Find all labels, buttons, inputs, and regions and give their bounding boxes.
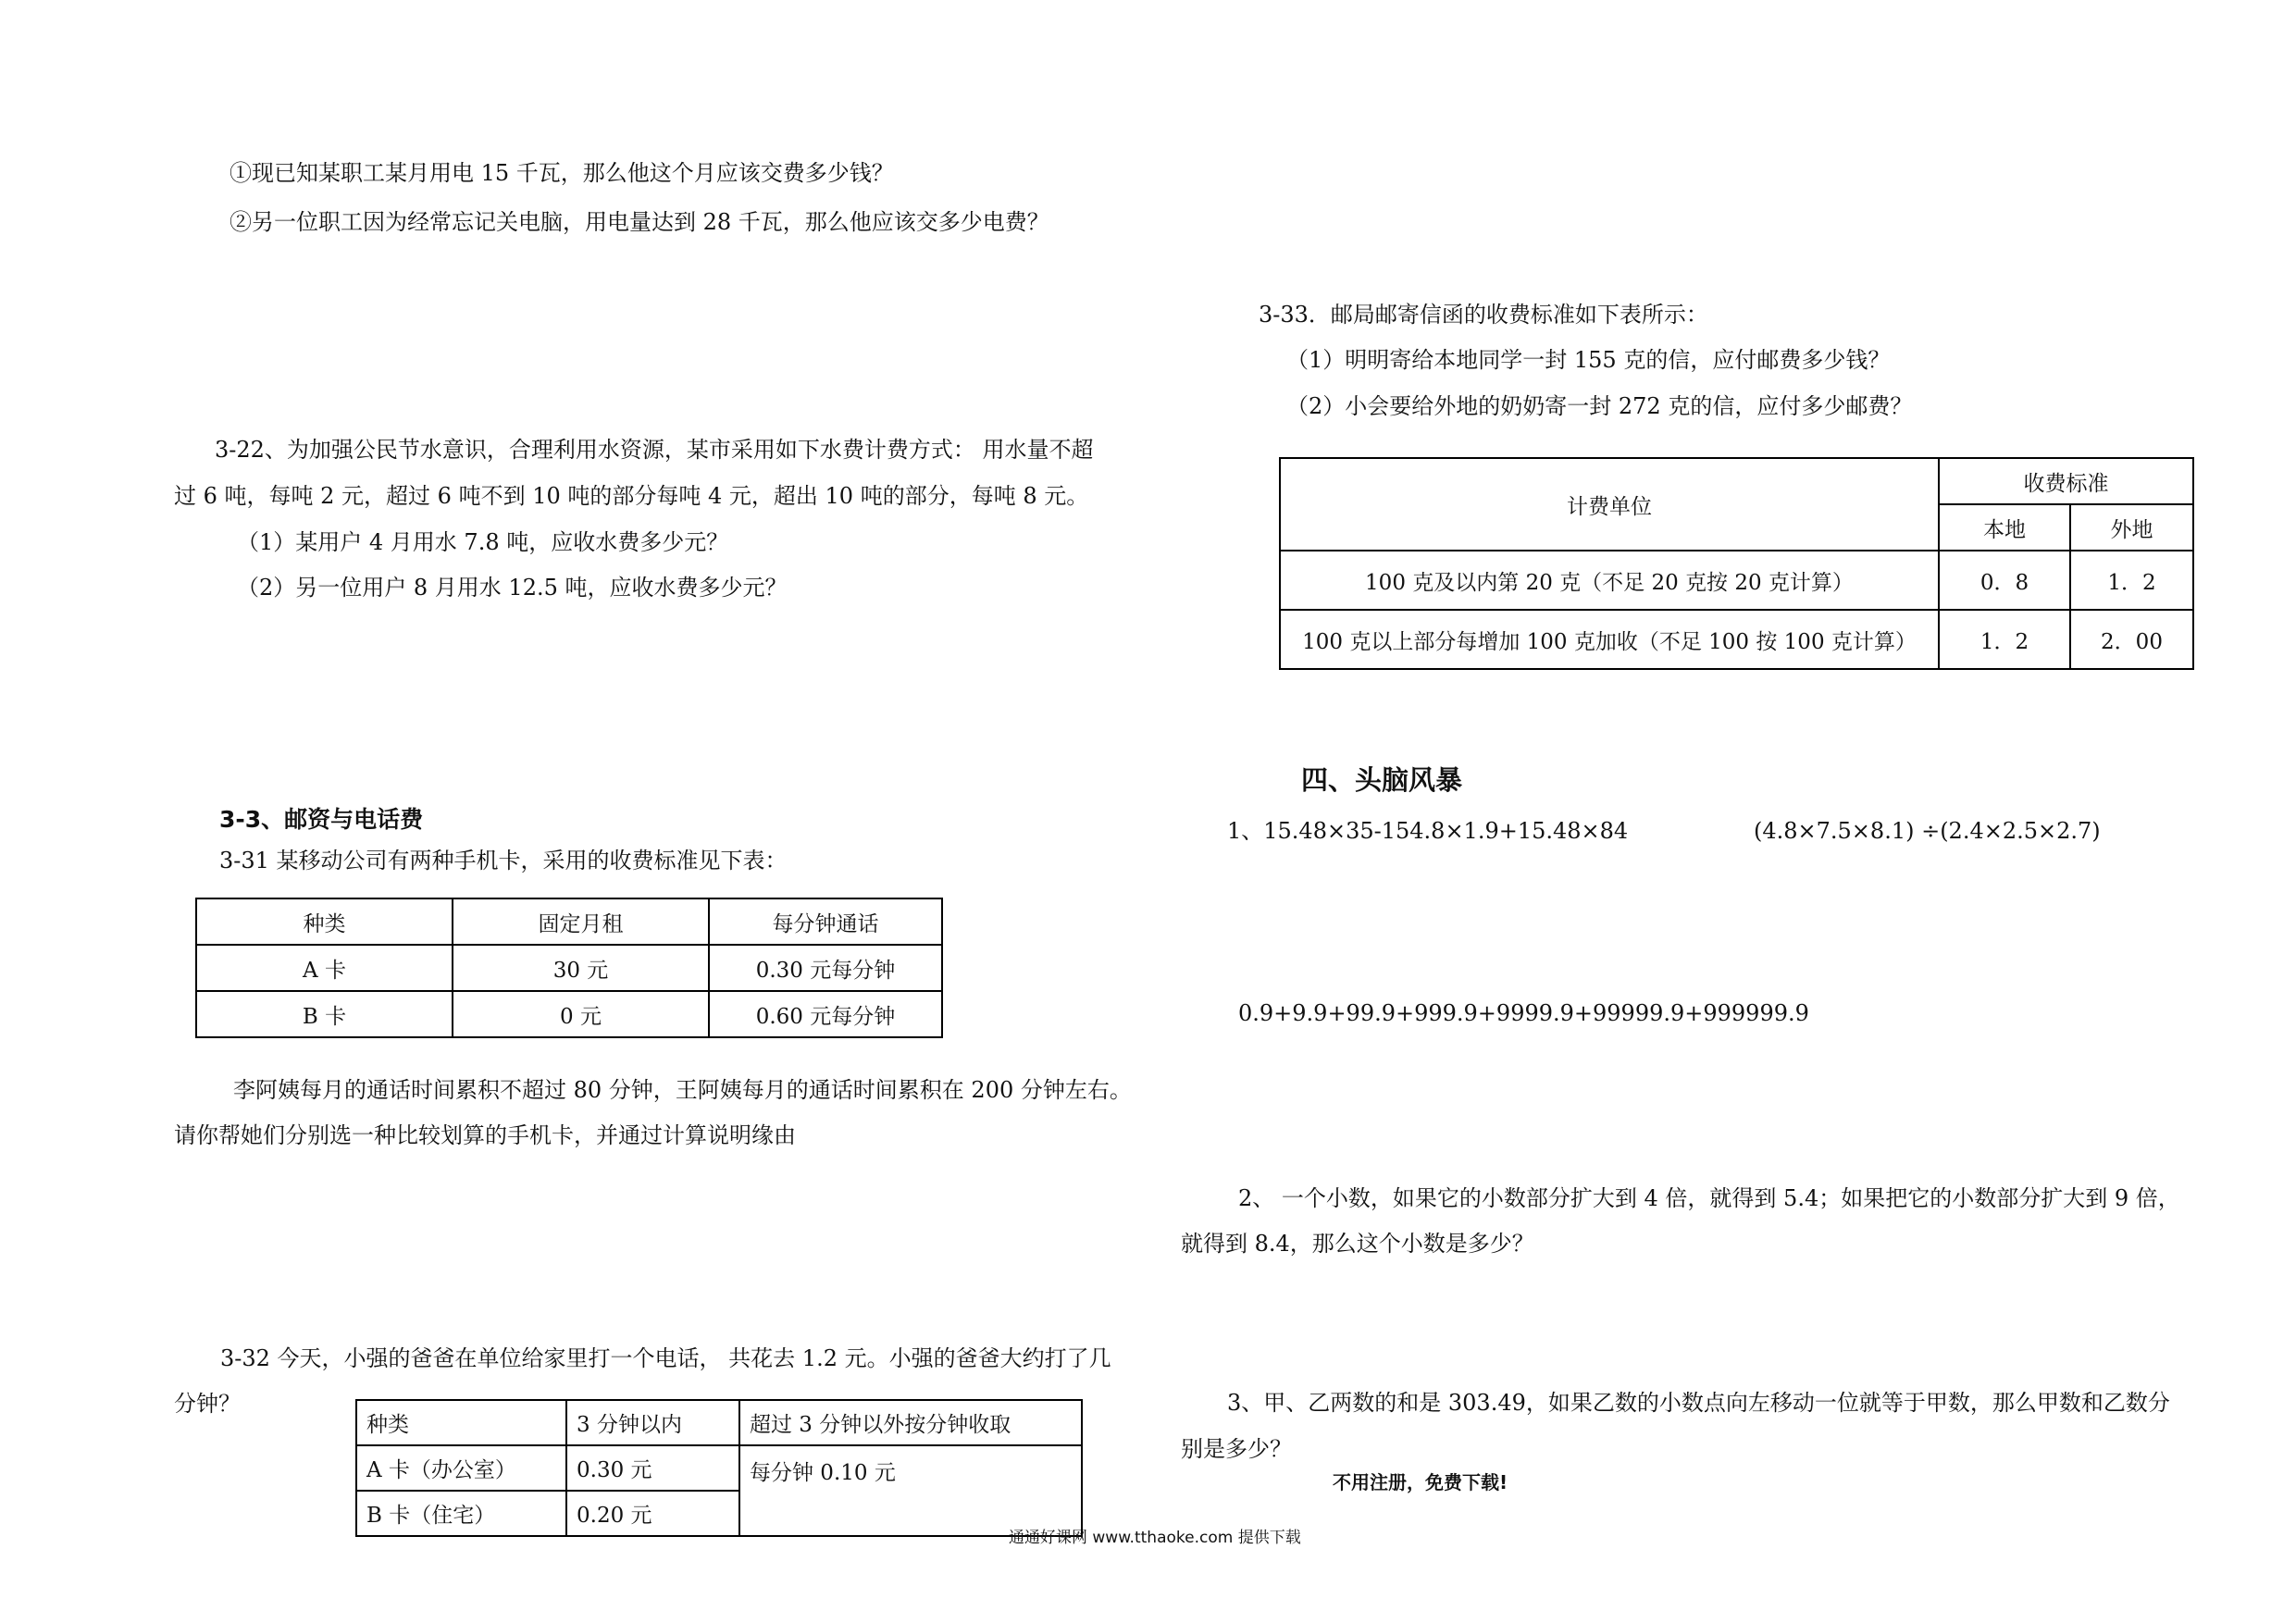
table-header: 收费标准 bbox=[1939, 458, 2193, 504]
phone-card-table bbox=[195, 898, 943, 1038]
table-cell: 100 克以上部分每增加 100 克加收（不足 100 按 100 克计算） bbox=[1280, 610, 1939, 669]
table-row bbox=[1280, 551, 2193, 610]
table-cell: 0.20 元 bbox=[566, 1491, 739, 1536]
table-header: 种类 bbox=[356, 1400, 566, 1445]
table-cell-merged: 每分钟 0.10 元 bbox=[739, 1445, 1082, 1536]
table-cell: 0.30 元 bbox=[566, 1445, 739, 1491]
brainstorm-q3-line1: 3、甲、乙两数的和是 303.49，如果乙数的小数点向左移动一位就等于甲数，那么甲数和乙数分 bbox=[1227, 1390, 2170, 1416]
table-cell: B 卡（住宅） bbox=[356, 1491, 566, 1536]
table-cell: 0.60 元每分钟 bbox=[709, 991, 942, 1037]
problem-3-22-line1: 3-22、为加强公民节水意识，合理利用水资源，某市采用如下水费计费方式： 用水量不超 bbox=[215, 437, 1094, 463]
free-download-notice: 不用注册，免费下载! bbox=[1333, 1471, 1508, 1493]
postage-table bbox=[1279, 457, 2194, 670]
table-header: 3 分钟以内 bbox=[566, 1400, 739, 1445]
section-3-3-title: 3-3、邮资与电话费 bbox=[219, 806, 424, 833]
brainstorm-q2-line2: 就得到 8.4，那么这个小数是多少？ bbox=[1181, 1231, 1534, 1257]
section-4-title: 四、头脑风暴 bbox=[1301, 764, 1463, 796]
table-row bbox=[196, 945, 942, 991]
table-header-row bbox=[356, 1400, 1082, 1445]
table-header: 固定月租 bbox=[453, 898, 709, 945]
brainstorm-q2-line1: 2、 一个小数，如果它的小数部分扩大到 4 倍，就得到 5.4；如果把它的小数部分扩大到 9 倍， bbox=[1238, 1185, 2180, 1211]
table-header-row bbox=[1280, 458, 2193, 504]
brainstorm-q1-expr-a: 1、15.48×35-154.8×1.9+15.48×84 bbox=[1227, 818, 1629, 844]
table-cell: 2．00 bbox=[2070, 610, 2193, 669]
table-header: 本地 bbox=[1939, 504, 2070, 551]
brainstorm-q3-line2: 别是多少？ bbox=[1181, 1436, 1292, 1462]
problem-3-22-line2: 过 6 吨，每吨 2 元，超过 6 吨不到 10 吨的部分每吨 4 元，超出 10 吨的部分，每吨 8 元。 bbox=[174, 483, 1089, 509]
call-rate-table bbox=[355, 1399, 1083, 1537]
table-row bbox=[1280, 610, 2193, 669]
table-row bbox=[196, 991, 942, 1037]
table-header-row bbox=[196, 898, 942, 945]
electricity-question-2: ②另一位职工因为经常忘记关电脑，用电量达到 28 千瓦，那么他应该交多少电费？ bbox=[230, 209, 1049, 235]
electricity-question-1: ①现已知某职工某月用电 15 千瓦，那么他这个月应该交费多少钱？ bbox=[230, 160, 894, 186]
table-cell: A 卡（办公室） bbox=[356, 1445, 566, 1491]
footer-source: 通通好课网 www.tthaoke.com 提供下载 bbox=[1009, 1529, 1301, 1547]
table-cell: A 卡 bbox=[196, 945, 453, 991]
problem-3-33-intro: 3-33．邮局邮寄信函的收费标准如下表所示： bbox=[1259, 302, 1708, 328]
problem-3-22-q2: （2）另一位用户 8 月用水 12.5 吨，应收水费多少元？ bbox=[237, 575, 788, 601]
brainstorm-q1-expr-c: 0.9+9.9+99.9+999.9+9999.9+99999.9+999999.9 bbox=[1238, 1000, 1809, 1026]
table-header: 每分钟通话 bbox=[709, 898, 942, 945]
table-header: 计费单位 bbox=[1280, 458, 1939, 551]
problem-3-31-intro: 3-31 某移动公司有两种手机卡，采用的收费标准见下表： bbox=[219, 848, 788, 873]
problem-3-31-text1: 李阿姨每月的通话时间累积不超过 80 分钟，王阿姨每月的通话时间累积在 200 分钟左右。 bbox=[233, 1077, 1132, 1103]
problem-3-33-q1: （1）明明寄给本地同学一封 155 克的信，应付邮费多少钱？ bbox=[1286, 347, 1891, 373]
problem-3-32-line2: 分钟？ bbox=[174, 1391, 241, 1417]
table-cell: 0.30 元每分钟 bbox=[709, 945, 942, 991]
table-cell: 100 克及以内第 20 克（不足 20 克按 20 克计算） bbox=[1280, 551, 1939, 610]
table-header: 超过 3 分钟以外按分钟收取 bbox=[739, 1400, 1082, 1445]
table-header: 种类 bbox=[196, 898, 453, 945]
problem-3-31-text2: 请你帮她们分别选一种比较划算的手机卡，并通过计算说明缘由 bbox=[174, 1122, 796, 1148]
table-cell: 1．2 bbox=[2070, 551, 2193, 610]
table-cell: 30 元 bbox=[453, 945, 709, 991]
table-cell: 1．2 bbox=[1939, 610, 2070, 669]
table-cell: 0．8 bbox=[1939, 551, 2070, 610]
problem-3-32-line1: 3-32 今天，小强的爸爸在单位给家里打一个电话， 共花去 1.2 元。小强的爸爸大约打了几 bbox=[220, 1345, 1111, 1371]
table-cell: 0 元 bbox=[453, 991, 709, 1037]
problem-3-22-q1: （1）某用户 4 月用水 7.8 吨，应收水费多少元？ bbox=[237, 529, 729, 555]
problem-3-33-q2: （2）小会要给外地的奶奶寄一封 272 克的信，应付多少邮费？ bbox=[1286, 393, 1913, 419]
table-row bbox=[356, 1445, 1082, 1491]
table-cell: B 卡 bbox=[196, 991, 453, 1037]
table-header: 外地 bbox=[2070, 504, 2193, 551]
brainstorm-q1-expr-b: (4.8×7.5×8.1) ÷(2.4×2.5×2.7) bbox=[1754, 818, 2101, 844]
